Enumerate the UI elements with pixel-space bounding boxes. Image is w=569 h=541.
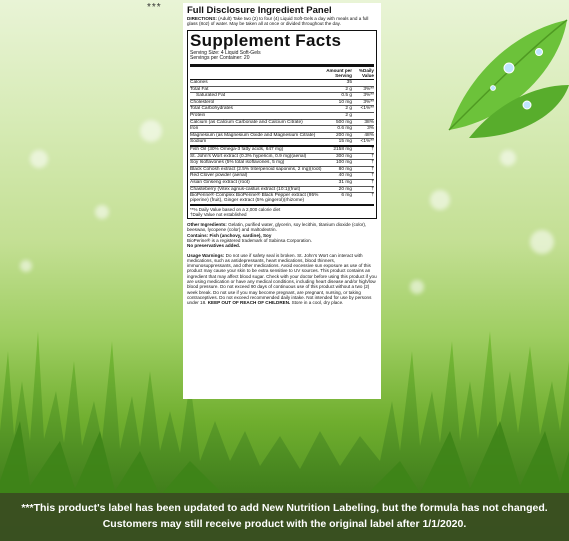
facts-row	[190, 147, 374, 154]
nutrient-dv: 38%	[364, 119, 374, 125]
nutrient-name: Sodium	[190, 139, 207, 145]
other-ingredients	[187, 222, 377, 248]
other-ingredients-label: Other Ingredients:	[187, 222, 227, 228]
nutrient-amount: 2 g	[345, 86, 352, 92]
nutrient-dv: <1%**	[360, 139, 374, 145]
nutrient-dv: †	[371, 153, 374, 159]
facts-row	[190, 173, 374, 180]
nutrient-name: Black Cohosh extract (2.5% triterpenoid saponins, 2 mg)(root)	[190, 167, 322, 173]
nutrient-dv: 48%	[364, 133, 374, 139]
facts-row	[190, 139, 374, 147]
nutrient-amount: 100 mg	[336, 160, 352, 166]
nutrient-dv: †	[371, 160, 374, 166]
directions-label: DIRECTIONS:	[187, 16, 217, 21]
serving-info	[190, 51, 374, 67]
supplement-facts-box	[187, 30, 377, 219]
storage-note: Store in a cool, dry place.	[291, 300, 344, 306]
contains-allergens: Contains: Fish (anchovy, sardine), Soy	[187, 232, 272, 238]
facts-row	[190, 80, 374, 87]
nutrient-amount: 2 g	[345, 112, 352, 118]
nutrient-amount: 0.6 mg	[337, 126, 352, 132]
ingredient-label	[183, 3, 381, 399]
nutrient-amount: 40 mg	[338, 173, 352, 179]
bokeh-light	[410, 280, 424, 294]
nutrient-name: Soy Isoflavones (5% total isoflavones, 5 mg)	[190, 160, 285, 166]
nutrient-amount: 500 mg	[336, 119, 352, 125]
warnings-label: Usage Warnings:	[187, 252, 225, 258]
bokeh-light	[95, 205, 109, 219]
nutrient-name: St. John's Wort extract (0.3% hypericin, 0.9 mg)(aerial)	[190, 153, 307, 159]
serving-size: Serving Size: 4 Liquid Soft-Gels	[190, 49, 261, 56]
warnings-text: Do not use if safety seal is broken. St. John's Wort can interact with medications, such as antidepressants, heart medications, blood thinners, immunosuppressants, and other medications. Avoid excessive sun exposure as use of this product may cause your skin to be extra sensitive to UV sources. This product contains an ingredient that may affect blood sugar. Check with your doctor before using this product if you are using medication or have any medical conditions, including heart disease and/or high/low blood pressure. Do not exceed 90 days of continuous use of this product without a two (2) week break. Do not use if you may become pregnant, are pregnant, nursing, or taking contraceptives. Do not exceed recommended daily intake. Not intended for use by persons under 18.	[187, 252, 377, 306]
bokeh-light	[430, 190, 450, 210]
nutrient-name: Asian Ginseng extract (root)	[190, 179, 250, 185]
nutrient-dv: 3%**	[363, 93, 374, 99]
bokeh-light	[30, 150, 48, 168]
nutrient-name: Cholesterol	[190, 99, 215, 105]
directions	[187, 16, 377, 27]
nutrient-amount: 2158 mg	[333, 146, 352, 152]
amount-header: Amount per Serving	[326, 68, 352, 78]
nutrient-name: Magnesium (as Magnesium Oxide and Magnesium Citrate)	[190, 133, 316, 139]
no-preservatives: No preservatives added.	[187, 243, 241, 249]
nutrient-amount: 0.5 g	[341, 93, 352, 99]
footnotes	[190, 206, 374, 218]
nutrient-dv	[352, 113, 374, 119]
nutrient-amount: 20 mg	[338, 186, 352, 192]
nutrient-name: Red Clover powder (aerial)	[190, 173, 248, 179]
bokeh-light	[500, 150, 516, 166]
facts-row	[190, 160, 374, 167]
bokeh-light	[20, 260, 32, 272]
nutrient-dv: †	[371, 186, 374, 192]
nutrient-amount: 200 mg	[336, 133, 352, 139]
nutrient-name: Saturated Fat	[196, 93, 226, 99]
keep-away-warning: KEEP OUT OF REACH OF CHILDREN.	[207, 300, 291, 306]
asterisk-marker: ***	[147, 2, 162, 13]
bokeh-light	[530, 230, 554, 254]
nutrient-name: BioPerine® Complex BioPerine® Black Pepper extract (95% piperine) (fruit), Ginger extract (5% gingerol)(rhizome)	[190, 193, 319, 204]
nutrient-amount: 6 mg	[341, 193, 352, 199]
nutrient-dv: †	[371, 173, 374, 179]
nutrient-amount: 80 mg	[338, 167, 352, 173]
nutrient-name: Total Carbohydrates	[190, 106, 233, 112]
footnote-dagger: †Daily Value not established	[190, 211, 247, 217]
footnote-dv: **% Daily Value based on a 2,000 calorie diet	[190, 206, 281, 212]
nutrient-dv: 3%**	[363, 99, 374, 105]
nutrient-name: Calcium (as Calcium Carbonate and Calcium Citrate)	[190, 119, 303, 125]
nutrient-name: Protein	[190, 112, 206, 118]
nutrient-dv	[352, 80, 374, 86]
nutrient-dv: †	[371, 193, 374, 199]
nutrient-amount: 15 mg	[338, 139, 352, 145]
banner-line-2: Customers may still receive product with the original label after 1/1/2020.	[102, 518, 467, 530]
facts-title: Supplement Facts	[190, 30, 342, 50]
bokeh-light	[140, 120, 162, 142]
banner-line-1: ***This product's label has been updated to add New Nutrition Labeling, but the formula has not changed.	[21, 502, 548, 514]
label-update-banner	[0, 493, 569, 541]
other-ingredients-text: Gelatin, purified water, glycerin, soy lecithin, titanium dioxide (color), beeswax, lycopene (color) and maltodextrin.	[187, 222, 367, 233]
facts-row	[190, 126, 374, 133]
nutrient-dv: 3%**	[363, 86, 374, 92]
leaves-illustration	[409, 0, 569, 140]
servings-per-container: Servings per Container: 20	[190, 55, 250, 62]
facts-row	[190, 93, 374, 100]
facts-row	[190, 106, 374, 113]
nutrient-dv: 3%	[367, 126, 374, 132]
nutrient-amount: 35	[346, 80, 352, 85]
nutrient-dv: †	[371, 146, 374, 152]
nutrient-dv: <1%**	[360, 106, 374, 112]
nutrient-name: Calories	[190, 80, 208, 85]
facts-header	[190, 67, 374, 80]
nutrient-dv: †	[371, 167, 374, 173]
nutrient-amount: 10 mg	[338, 99, 352, 105]
nutrient-amount: 31 mg	[338, 179, 352, 185]
nutrient-name: Iron	[190, 126, 199, 132]
dv-header: %Daily Value	[358, 68, 374, 78]
facts-row	[190, 180, 374, 187]
trademark-note: BioPerine® is a registered trademark of Sabinsa Corporation.	[187, 237, 312, 243]
nutrient-name: Total Fat	[190, 86, 209, 92]
panel-title: Full Disclosure Ingredient Panel	[187, 5, 332, 16]
facts-row	[190, 193, 374, 206]
usage-warnings	[187, 253, 377, 306]
nutrient-dv: †	[371, 179, 374, 185]
nutrient-name: Chasteberry (Vitex agnus-castus extract (10:1)(fruit)	[190, 186, 301, 192]
facts-row	[190, 113, 374, 120]
nutrient-amount: 300 mg	[336, 153, 352, 159]
nutrient-amount: 2 g	[345, 106, 352, 112]
nutrient-name: Fish Oil (30% Omega-3 fatty acids, 647 mg)	[190, 146, 284, 152]
directions-text: (Adult) Take two (2) to four (4) Liquid Soft-Gels a day with meals and a full glass (8oz) of water. May be taken all at once or divided throughout the day.	[187, 16, 369, 27]
